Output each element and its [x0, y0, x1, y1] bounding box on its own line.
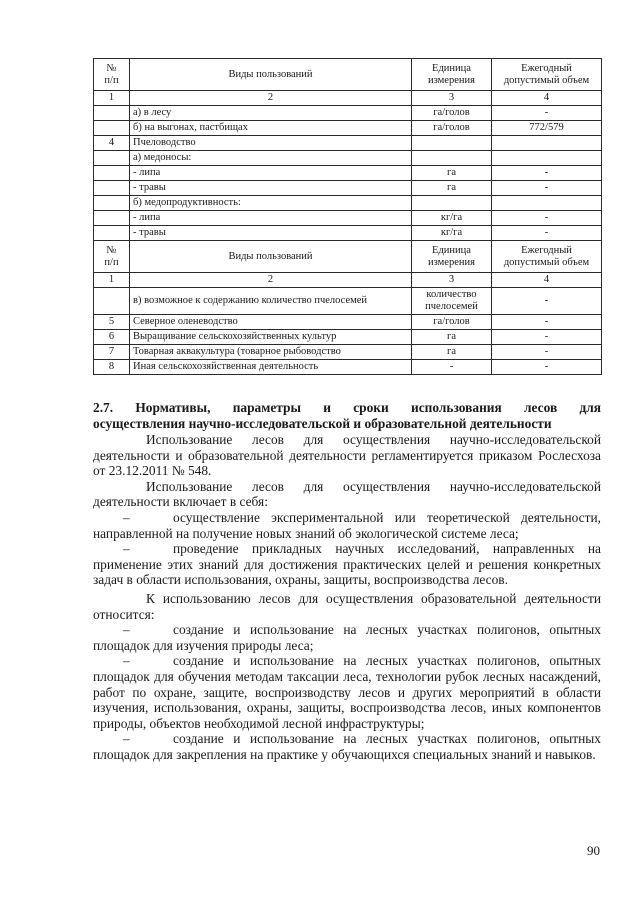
list-item	[93, 731, 601, 762]
cell-unit: -	[412, 360, 492, 375]
table-row	[94, 166, 602, 181]
cell-unit: га	[412, 330, 492, 345]
header-volume: Ежегодный допустимый объем	[492, 241, 602, 273]
list-item	[93, 541, 601, 588]
forest-usage-table	[93, 58, 602, 375]
list-item-text: осуществление экспериментальной или теоретической деятельности, направленной на получение новых знаний об экологической системе леса;	[93, 509, 601, 541]
header-unit: Единица измерения	[412, 59, 492, 91]
cell-num: 4	[94, 136, 130, 151]
paragraph: К использованию лесов для осуществления образовательной деятельности относится:	[93, 590, 601, 622]
cell-unit: га	[412, 345, 492, 360]
list-item-text: проведение прикладных научных исследований, направленных на применение этих знаний для достижения практических целей и решения конкретных задач в области использования, охраны, защиты, воспроизводства лесов.	[93, 541, 601, 588]
header-usage: Виды пользований	[130, 59, 412, 91]
table-row	[94, 288, 602, 315]
cell-volume: -	[492, 288, 602, 315]
cell-num: 6	[94, 330, 130, 345]
header-volume: Ежегодный допустимый объем	[492, 59, 602, 91]
cell-usage: б) на выгонах, пастбищах	[130, 121, 412, 136]
list-item	[93, 653, 601, 731]
paragraph: Использование лесов для осуществления научно-исследовательской деятельности включает в себя:	[93, 478, 601, 510]
cell-volume: -	[492, 211, 602, 226]
cell-num: 5	[94, 315, 130, 330]
cell-num: 7	[94, 345, 130, 360]
cell-volume: -	[492, 106, 602, 121]
cell-usage: Выращивание сельскохозяйственных культур	[130, 330, 412, 345]
header-num: № п/п	[94, 59, 130, 91]
index-cell: 2	[130, 273, 412, 288]
cell-volume: -	[492, 166, 602, 181]
cell-num	[94, 151, 130, 166]
header-num: № п/п	[94, 241, 130, 273]
cell-num	[94, 106, 130, 121]
index-cell: 3	[412, 273, 492, 288]
table-row	[94, 106, 602, 121]
list-item	[93, 510, 601, 541]
cell-volume: -	[492, 315, 602, 330]
page-number: 90	[587, 843, 600, 858]
index-cell: 2	[130, 91, 412, 106]
index-cell: 4	[492, 273, 602, 288]
table-index-row-repeat	[94, 273, 602, 288]
table-row	[94, 345, 602, 360]
cell-unit	[412, 196, 492, 211]
cell-volume: -	[492, 330, 602, 345]
table-row	[94, 121, 602, 136]
list-item	[93, 622, 601, 653]
cell-unit: га/голов	[412, 315, 492, 330]
cell-volume	[492, 136, 602, 151]
cell-usage: б) медопродуктивность:	[130, 196, 412, 211]
table-header-row-repeat	[94, 241, 602, 273]
table-index-row	[94, 91, 602, 106]
table-row	[94, 136, 602, 151]
table-row	[94, 360, 602, 375]
cell-volume: -	[492, 181, 602, 196]
cell-unit: га/голов	[412, 121, 492, 136]
cell-unit: га/голов	[412, 106, 492, 121]
cell-num	[94, 166, 130, 181]
cell-num	[94, 181, 130, 196]
cell-num	[94, 121, 130, 136]
cell-unit: кг/га	[412, 211, 492, 226]
table-row	[94, 211, 602, 226]
paragraph: Использование лесов для осуществления научно-исследовательской деятельности и образовательной деятельности регламентируется приказом Рослесхоза от 23.12.2011 № 548.	[93, 432, 601, 479]
table-row	[94, 226, 602, 241]
index-cell: 3	[412, 91, 492, 106]
dash-marker: –	[123, 731, 130, 747]
header-usage: Виды пользований	[130, 241, 412, 273]
index-cell: 1	[94, 91, 130, 106]
table-row	[94, 196, 602, 211]
cell-unit	[412, 151, 492, 166]
cell-num	[94, 211, 130, 226]
cell-usage: Товарная аквакультура (товарное рыбоводство	[130, 345, 412, 360]
cell-unit: га	[412, 181, 492, 196]
cell-usage: - липа	[130, 211, 412, 226]
dash-marker: –	[123, 653, 130, 669]
cell-volume: -	[492, 360, 602, 375]
cell-usage: - травы	[130, 181, 412, 196]
dash-marker: –	[123, 509, 130, 525]
index-cell: 4	[492, 91, 602, 106]
cell-usage: а) медоносы:	[130, 151, 412, 166]
cell-usage: Иная сельскохозяйственная деятельность	[130, 360, 412, 375]
section-heading-line1: 2.7. Нормативы, параметры и сроки использования лесов для	[93, 400, 601, 415]
cell-usage: - травы	[130, 226, 412, 241]
table-row	[94, 151, 602, 166]
table-header-row	[94, 59, 602, 91]
section-heading-line2: осуществления научно-исследовательской и образовательной деятельности	[93, 415, 552, 431]
table-row	[94, 315, 602, 330]
list-item-text: создание и использование на лесных участках полигонов, опытных площадок для закрепления на практике у обучающихся специальных знаний и навыков.	[93, 731, 601, 762]
cell-num	[94, 288, 130, 315]
dash-marker: –	[123, 622, 130, 638]
cell-unit: количество пчелосемей	[412, 288, 492, 315]
section-heading	[93, 400, 601, 431]
list-item-text: создание и использование на лесных участках полигонов, опытных площадок для обучения методам таксации леса, технологии рубок лесных насаждений, работ по охране, защите, воспроизводству лесов и других мероприятий в области изучения, использования, охраны, защиты, воспроизводства лесов, иных компонентов природы, объектов необходимой лесной инфраструктуры;	[93, 653, 601, 731]
cell-num: 8	[94, 360, 130, 375]
cell-volume	[492, 151, 602, 166]
section-body	[93, 432, 601, 762]
cell-volume: 772/579	[492, 121, 602, 136]
cell-usage: Северное оленеводство	[130, 315, 412, 330]
cell-volume	[492, 196, 602, 211]
index-cell: 1	[94, 273, 130, 288]
cell-unit: кг/га	[412, 226, 492, 241]
table-row	[94, 330, 602, 345]
cell-volume: -	[492, 345, 602, 360]
cell-usage: Пчеловодство	[130, 136, 412, 151]
cell-volume: -	[492, 226, 602, 241]
table-row	[94, 181, 602, 196]
header-unit: Единица измерения	[412, 241, 492, 273]
cell-unit: га	[412, 166, 492, 181]
cell-usage: в) возможное к содержанию количество пчелосемей	[130, 288, 412, 315]
cell-num	[94, 196, 130, 211]
cell-usage: а) в лесу	[130, 106, 412, 121]
cell-num	[94, 226, 130, 241]
cell-usage: - липа	[130, 166, 412, 181]
list-item-text: создание и использование на лесных участках полигонов, опытных площадок для изучения природы леса;	[93, 622, 601, 653]
cell-unit	[412, 136, 492, 151]
dash-marker: –	[123, 541, 130, 557]
